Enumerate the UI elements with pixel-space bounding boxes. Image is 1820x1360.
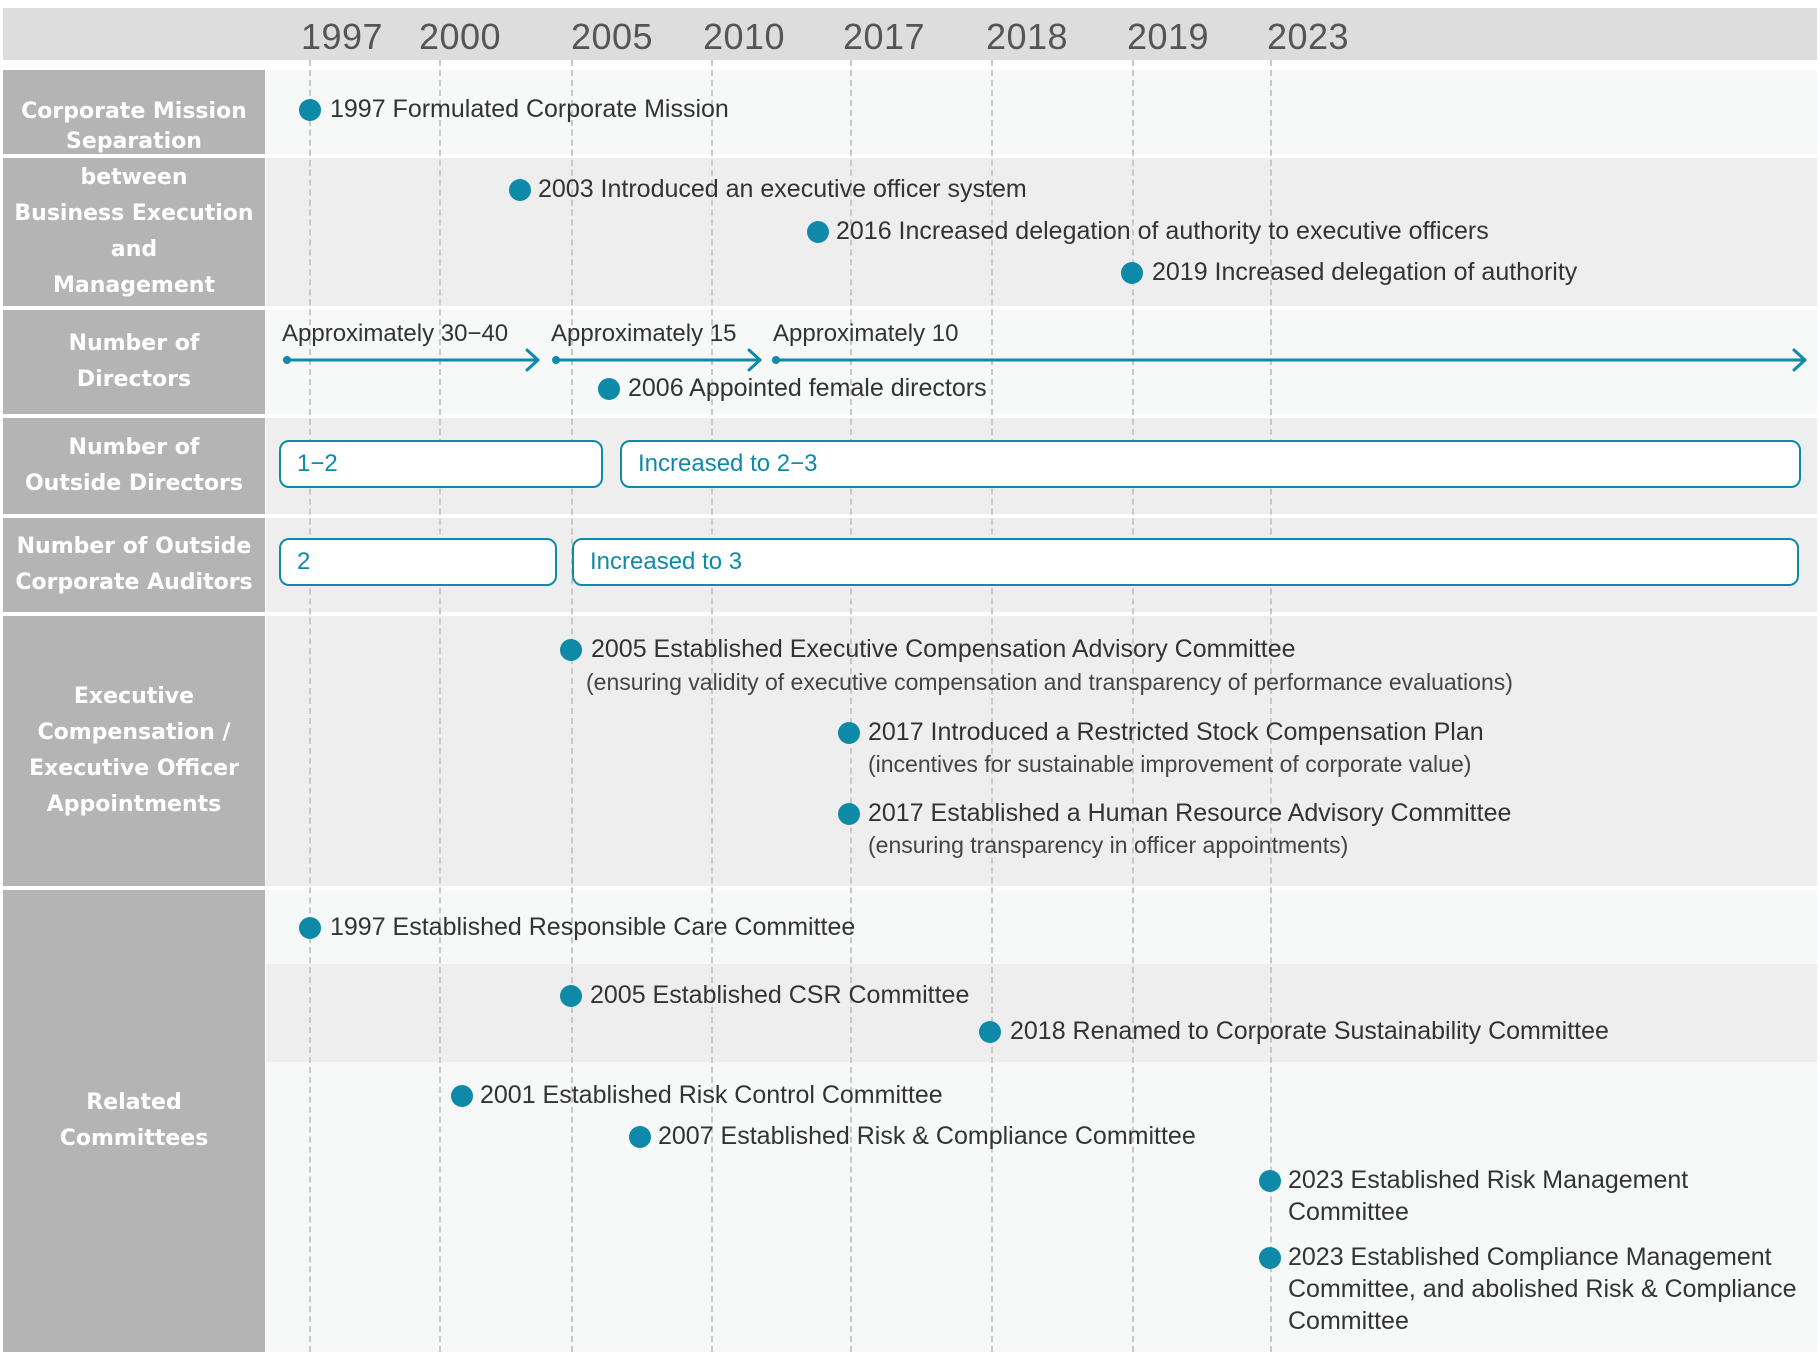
year-label: 2010 bbox=[702, 16, 786, 57]
category-corporate-mission: Corporate Mission bbox=[3, 70, 265, 154]
event-separation-2003: 2003 Introduced an executive officer system bbox=[538, 175, 1027, 203]
category-outside-auditors: Number of Outside Corporate Auditors bbox=[3, 518, 265, 612]
category-related-committees: Related Committees bbox=[3, 890, 265, 1352]
category-outside-directors: Number of Outside Directors bbox=[3, 418, 265, 514]
event-separation-2016: 2016 Increased delegation of authority to executive officers bbox=[836, 217, 1489, 245]
event-committee-2001: 2001 Established Risk Control Committee bbox=[480, 1081, 943, 1109]
event-separation-2019: 2019 Increased delegation of authority bbox=[1152, 258, 1578, 286]
category-exec-compensation: Executive Compensation / Executive Officer Appointments bbox=[3, 616, 265, 886]
year-label: 2019 bbox=[1126, 16, 1210, 57]
year-label: 2017 bbox=[842, 16, 926, 57]
event-comp-2005: 2005 Established Executive Compensation Advisory Committee bbox=[591, 635, 1296, 663]
outside-directors-period-1: 1−2 bbox=[279, 440, 603, 488]
year-label: 2000 bbox=[418, 16, 502, 57]
event-comp-2017-hr: 2017 Established a Human Resource Advisory Committee bbox=[868, 799, 1512, 827]
milestone-dot bbox=[838, 722, 860, 744]
outside-directors-period-2: Increased to 2−3 bbox=[620, 440, 1801, 488]
milestone-dot bbox=[299, 917, 321, 939]
event-mission-1997: 1997 Formulated Corporate Mission bbox=[330, 95, 729, 123]
event-comp-2017-stock-note: (incentives for sustainable improvement of corporate value) bbox=[868, 751, 1472, 777]
milestone-dot bbox=[560, 985, 582, 1007]
milestone-dot bbox=[838, 803, 860, 825]
event-comp-2017-hr-note: (ensuring transparency in officer appointments) bbox=[868, 832, 1349, 858]
milestone-dot bbox=[1259, 1170, 1281, 1192]
event-committee-2023-compliance: 2023 Established Compliance Management Committee, and abolished Risk & Compliance Committee bbox=[1288, 1243, 1797, 1335]
directors-segment-label: Approximately 30−40 bbox=[282, 320, 509, 347]
outside-auditors-period-1: 2 bbox=[279, 538, 557, 586]
year-label: 2023 bbox=[1266, 16, 1350, 57]
milestone-dot bbox=[629, 1126, 651, 1148]
milestone-dot bbox=[451, 1085, 473, 1107]
event-committee-2005: 2005 Established CSR Committee bbox=[590, 981, 970, 1009]
event-committee-2018: 2018 Renamed to Corporate Sustainability Committee bbox=[1010, 1017, 1609, 1045]
event-committee-2023-risk: 2023 Established Risk Management Committee bbox=[1288, 1166, 1689, 1226]
milestone-dot bbox=[560, 639, 582, 661]
outside-auditors-period-2: Increased to 3 bbox=[572, 538, 1799, 586]
year-label: 1997 bbox=[300, 16, 384, 57]
directors-segment-label: Approximately 15 bbox=[551, 320, 737, 347]
directors-segment-label: Approximately 10 bbox=[773, 320, 959, 347]
milestone-dot bbox=[598, 378, 620, 400]
year-label: 2018 bbox=[985, 16, 1069, 57]
event-committee-1997: 1997 Established Responsible Care Committee bbox=[330, 913, 856, 941]
event-committee-2007: 2007 Established Risk & Compliance Committee bbox=[658, 1122, 1196, 1150]
event-directors-2006: 2006 Appointed female directors bbox=[628, 374, 987, 402]
event-comp-2005-note: (ensuring validity of executive compensation and transparency of performance evaluations) bbox=[586, 669, 1513, 695]
event-comp-2017-stock: 2017 Introduced a Restricted Stock Compensation Plan bbox=[868, 718, 1484, 746]
category-separation: between Business Execution and Management bbox=[3, 158, 265, 306]
category-number-of-directors: Number of Directors bbox=[3, 310, 265, 414]
milestone-dot bbox=[979, 1021, 1001, 1043]
year-label: 2005 bbox=[570, 16, 654, 57]
milestone-dot bbox=[1259, 1247, 1281, 1269]
